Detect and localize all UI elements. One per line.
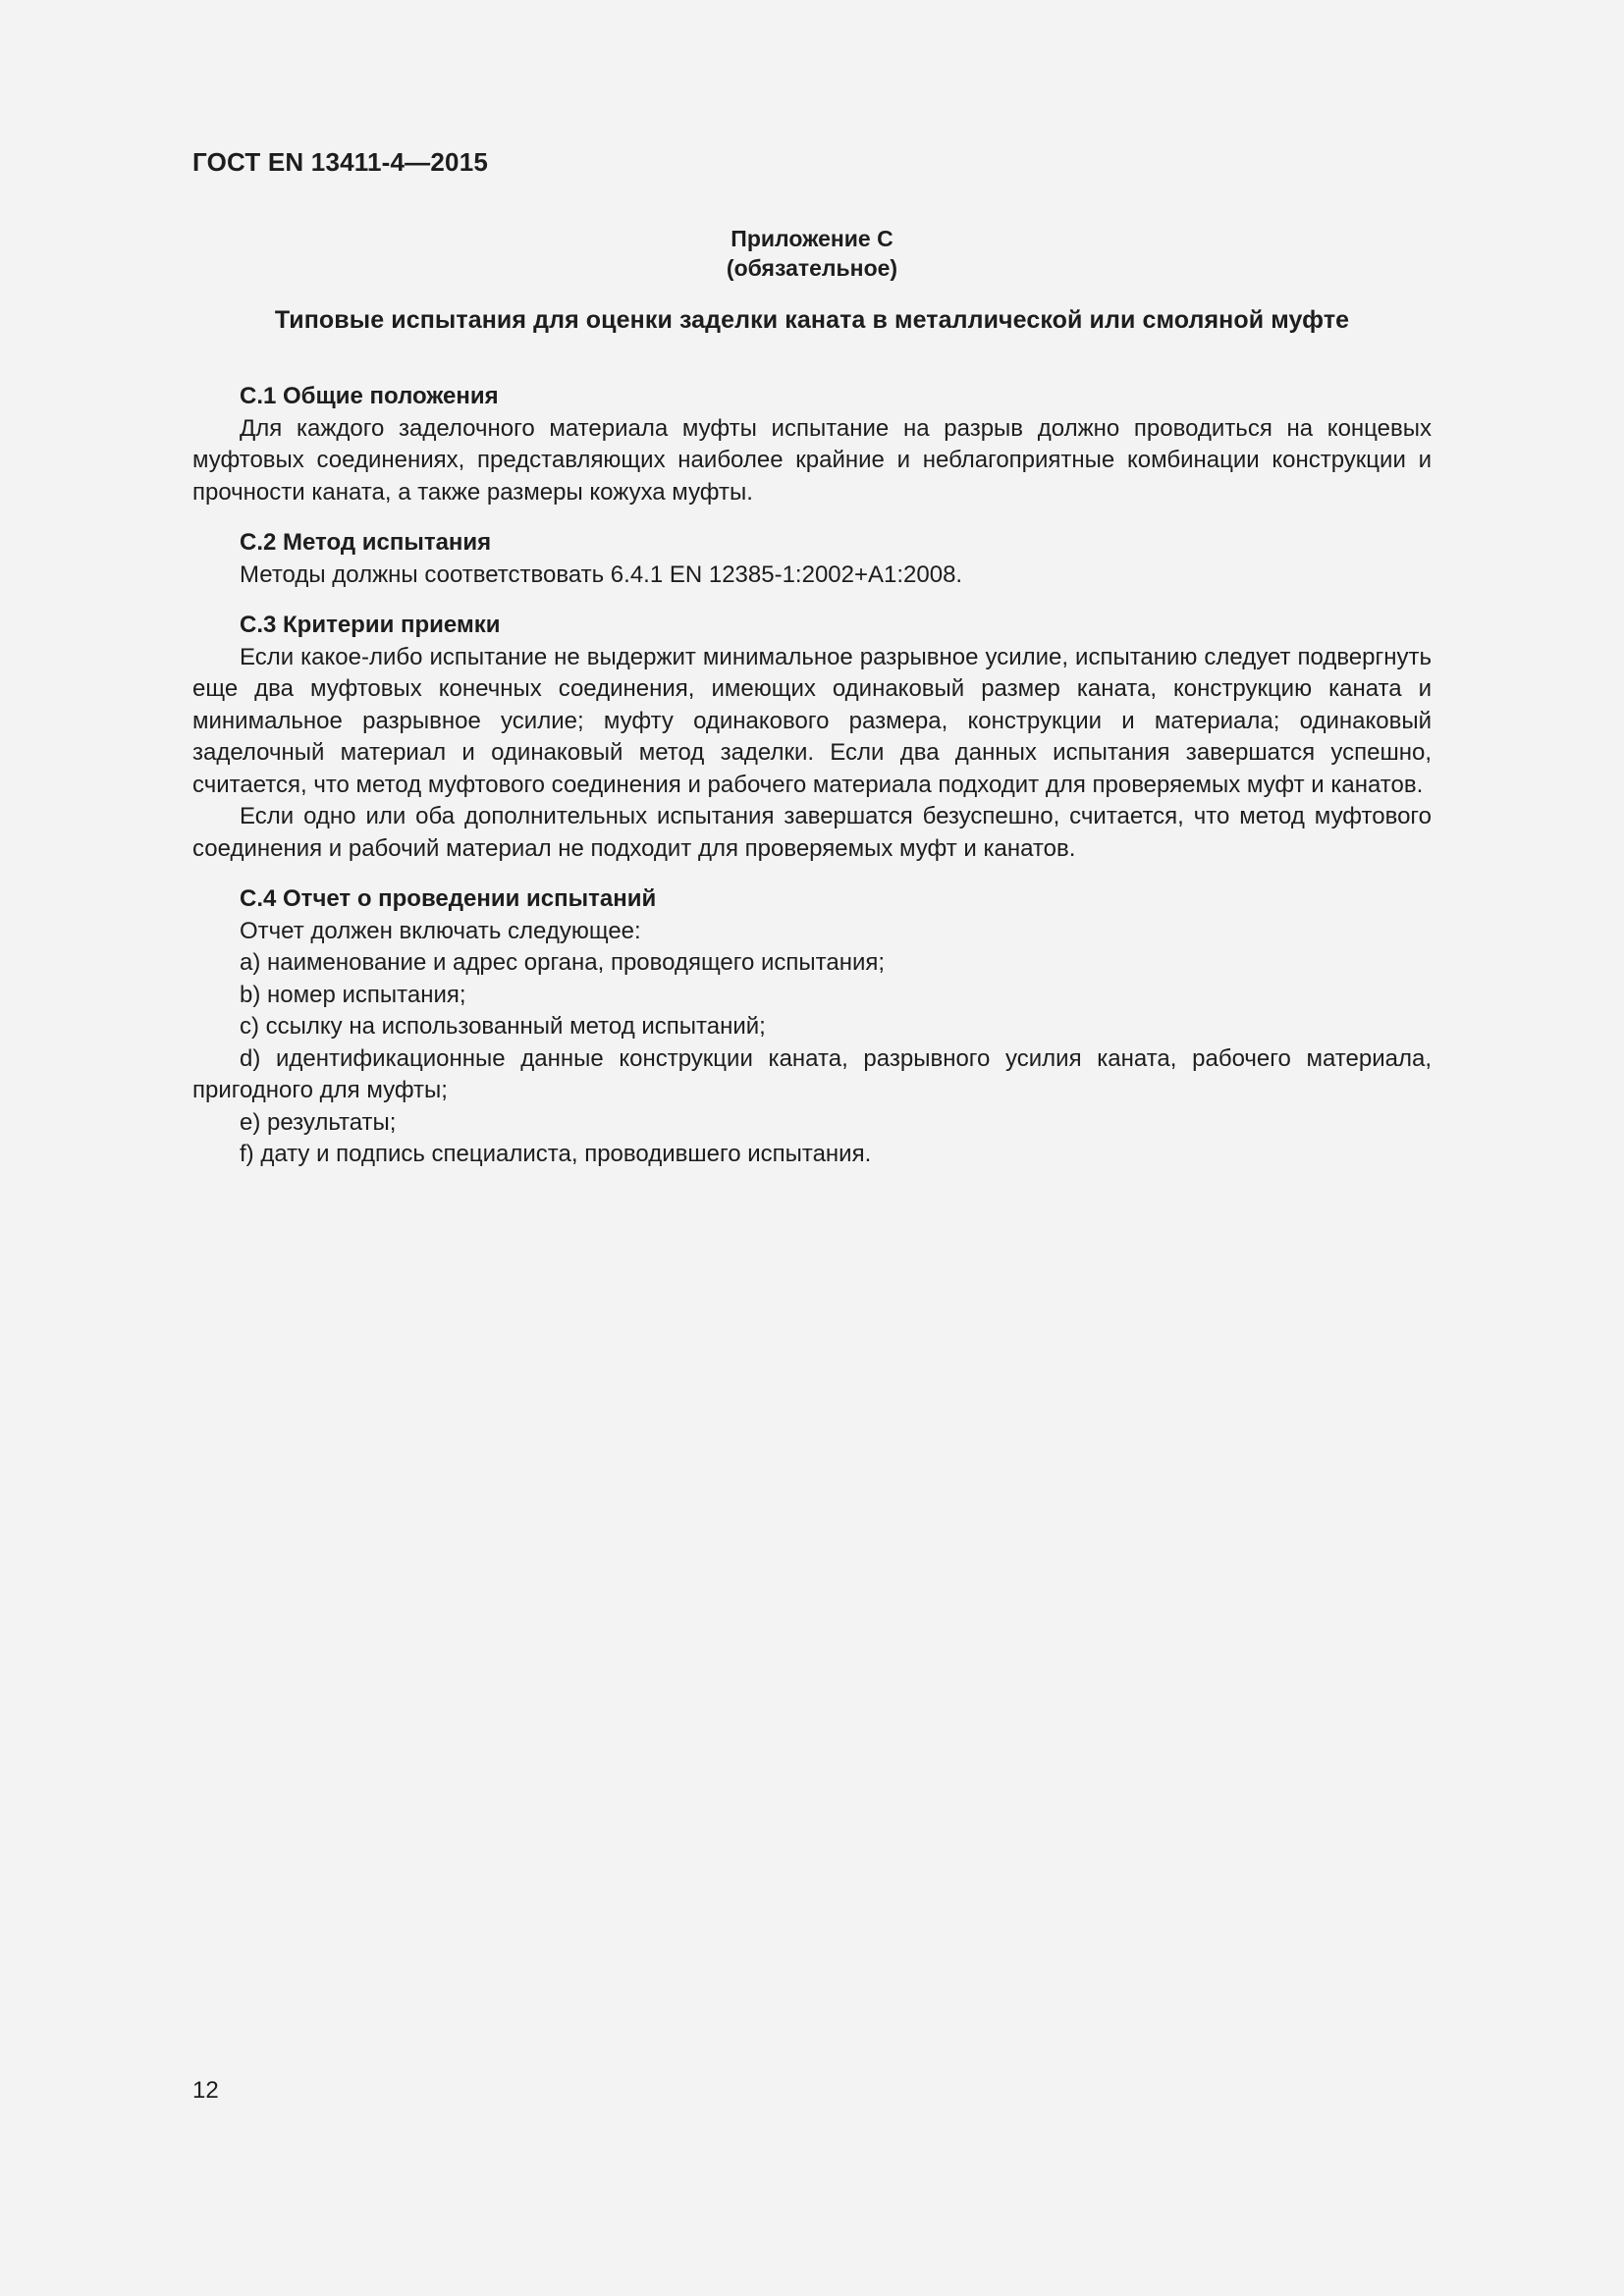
list-item: a) наименование и адрес органа, проводящего испытания; <box>240 949 886 976</box>
section-c1-paragraph-1: Для каждого заделочного материала муфты испытание на разрыв должно проводиться на концевых муфтовых соединениях, представляющих наиболее крайние и неблагоприятные комбинации конструкции и прочности каната, а также размеры кожуха муфты. <box>192 414 1432 506</box>
list-item: c) ссылку на использованный метод испытаний; <box>240 1013 766 1040</box>
annex-body <box>192 381 1432 1171</box>
annex-heading-block <box>192 224 1432 283</box>
standard-header: ГОСТ EN 13411-4—2015 <box>192 147 489 177</box>
section-heading-c2: C.2 Метод испытания <box>240 529 492 556</box>
section-c2-paragraph-1: Методы должны соответствовать 6.4.1 EN 12385-1:2002+A1:2008. <box>240 561 963 588</box>
list-item: b) номер испытания; <box>240 981 466 1008</box>
section-heading-c4: C.4 Отчет о проведении испытаний <box>240 885 657 912</box>
annex-status: (обязательное) <box>726 255 898 281</box>
section-heading-c3: C.3 Критерии приемки <box>240 612 501 638</box>
section-c3-paragraph-2: Если одно или оба дополнительных испытания завершатся безуспешно, считается, что метод муфтового соединения и рабочий материал не подходит для проверяемых муфт и канатов. <box>192 803 1432 862</box>
list-item: f) дату и подпись специалиста, проводившего испытания. <box>240 1141 872 1167</box>
annex-label: Приложение С <box>731 226 893 251</box>
list-item: e) результаты; <box>240 1108 397 1136</box>
section-c3-paragraph-1: Если какое-либо испытание не выдержит минимальное разрывное усилие, испытанию следует подвергнуть еще два муфтовых конечных соединения, имеющих одинаковый размер каната, конструкцию каната и минимальное разрывное усилие; муфту одинакового размера, конструкции и материала; одинаковый заделочный материал и одинаковый метод заделки. Если два данных испытания завершатся успешно, считается, что метод муфтового соединения и рабочего материала подходит для проверяемых муфт и канатов. <box>192 643 1432 798</box>
section-heading-c1: C.1 Общие положения <box>240 383 499 409</box>
page-content <box>192 0 1432 2296</box>
list-item: d) идентификационные данные конструкции каната, разрывного усилия каната, рабочего материала, пригодного для муфты; <box>192 1044 1432 1103</box>
page-number: 12 <box>192 2077 219 2104</box>
annex-title: Типовые испытания для оценки заделки каната в металлической или смоляной муфте <box>274 306 1350 334</box>
section-c4-intro: Отчет должен включать следующее: <box>240 917 641 944</box>
